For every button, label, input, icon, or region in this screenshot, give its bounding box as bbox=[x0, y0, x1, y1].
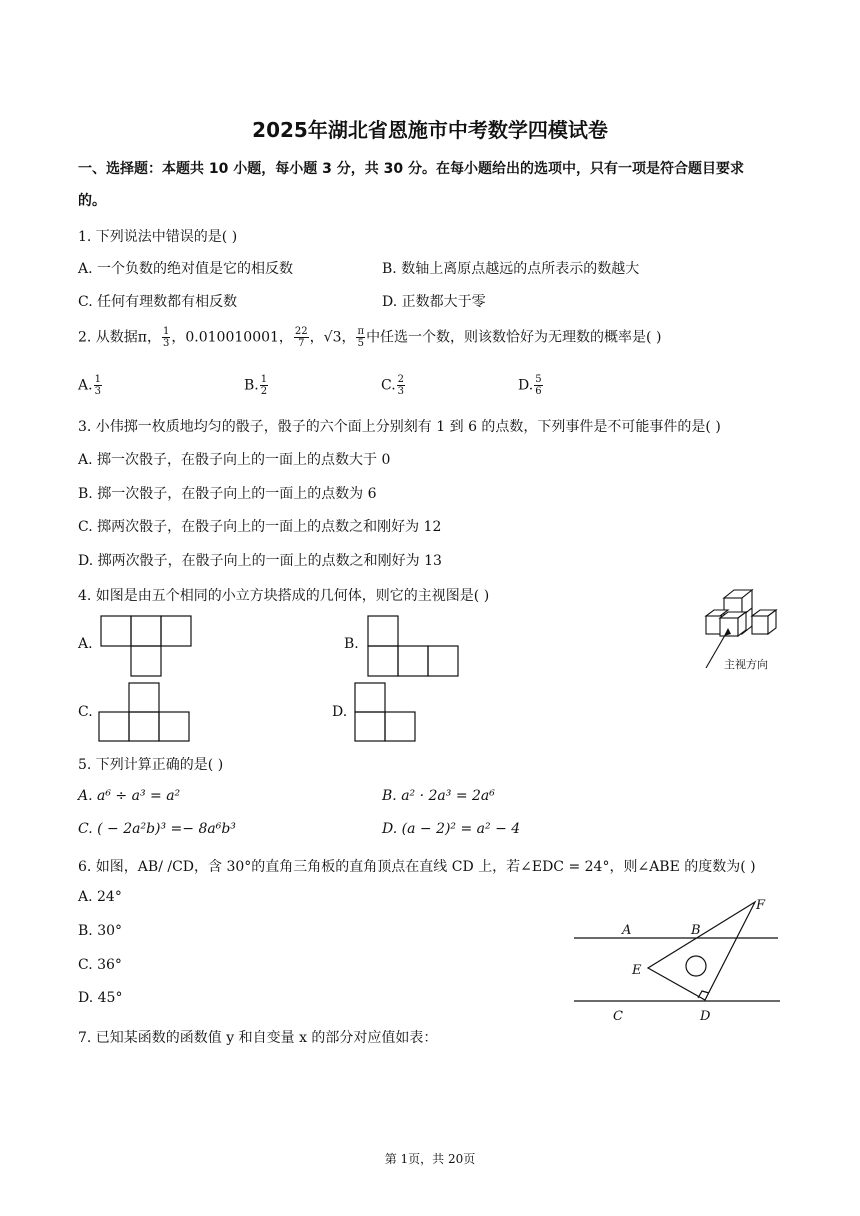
q2-fraction-1: $\frac{1}{3}$ bbox=[163, 326, 170, 349]
q4-option-b-figure bbox=[367, 615, 459, 677]
q6-stem: 6. 如图，AB/ /CD，含 30°的直角三角板的直角顶点在直线 CD 上，若∠EDC = 24°，则∠ABE 的度数为( ) bbox=[78, 859, 756, 875]
page-title: 2025年湖北省恩施市中考数学四模试卷 bbox=[252, 118, 608, 142]
q3-option-a: A. 掷一次骰子，在骰子向上的一面上的点数大于 0 bbox=[78, 452, 391, 468]
q6-option-a: A. 24° bbox=[78, 889, 122, 905]
q6-label-b: B bbox=[691, 923, 701, 938]
q5-option-c: C. ( − 2a²b)³ =− 8a⁶b³ bbox=[78, 821, 236, 837]
q4-stem: 4. 如图是由五个相同的小立方块搭成的几何体，则它的主视图是( ) bbox=[78, 588, 490, 604]
q2-option-d: D. $\frac{5}{6}$ bbox=[518, 374, 542, 397]
q3-stem: 3. 小伟掷一枚质地均匀的骰子，骰子的六个面上分别刻有 1 到 6 的点数，下列事件是不可能事件的是( ) bbox=[78, 419, 721, 435]
q4-option-c-figure bbox=[98, 682, 190, 742]
q3-option-c: C. 掷两次骰子，在骰子向上的一面上的点数之和刚好为 12 bbox=[78, 519, 442, 535]
q2-fraction-3: $\frac{\pi}{5}$ bbox=[357, 326, 365, 349]
q4-option-c-label: C. bbox=[78, 704, 93, 720]
q6-option-d: D. 45° bbox=[78, 990, 123, 1006]
q4-option-d-figure bbox=[354, 682, 416, 742]
q1-stem: 1. 下列说法中错误的是( ) bbox=[78, 229, 238, 245]
q2-text-mid1: ，0.010010001， bbox=[171, 329, 293, 346]
q2-text-suffix: 中任选一个数，则该数恰好为无理数的概率是( ) bbox=[366, 329, 662, 346]
q4-figure-caption: 主视方向 bbox=[724, 658, 768, 671]
q6-option-c: C. 36° bbox=[78, 957, 122, 973]
q2-text-mid2: ，√3， bbox=[309, 329, 356, 346]
q5-option-d: D. (a − 2)² = a² − 4 bbox=[382, 821, 521, 837]
q2-text-prefix: 2. 从数据π， bbox=[78, 329, 162, 346]
q4-option-a-label: A. bbox=[78, 636, 93, 652]
q5-stem: 5. 下列计算正确的是( ) bbox=[78, 757, 224, 773]
q2-fraction-2: $\frac{22}{7}$ bbox=[294, 326, 308, 349]
q1-option-a: A. 一个负数的绝对值是它的相反数 bbox=[78, 261, 294, 277]
q1-option-b: B. 数轴上离原点越远的点所表示的数越大 bbox=[382, 261, 640, 277]
q4-option-a-figure bbox=[100, 615, 192, 677]
q6-label-c: C bbox=[613, 1009, 623, 1024]
q6-label-e: E bbox=[632, 963, 642, 978]
page-footer: 第 1页，共 20页 bbox=[384, 1152, 476, 1166]
q6-label-f: F bbox=[756, 898, 766, 913]
q6-geometry-figure bbox=[570, 896, 785, 1026]
q1-option-d: D. 正数都大于零 bbox=[382, 294, 486, 310]
q6-option-b: B. 30° bbox=[78, 923, 123, 939]
q2-option-c: C. $\frac{2}{3}$ bbox=[381, 374, 405, 397]
q1-option-c: C. 任何有理数都有相反数 bbox=[78, 294, 238, 310]
q5-option-a: A. a⁶ ÷ a³ = a² bbox=[78, 788, 181, 804]
q5-option-b: B. a² · 2a³ = 2a⁶ bbox=[382, 788, 495, 804]
q2-option-b: B. $\frac{1}{2}$ bbox=[244, 374, 268, 397]
q3-option-d: D. 掷两次骰子，在骰子向上的一面上的点数之和刚好为 13 bbox=[78, 553, 442, 569]
q2-option-a: A. $\frac{1}{3}$ bbox=[78, 374, 101, 397]
q4-option-b-label: B. bbox=[344, 636, 359, 652]
section-heading-cont: 的。 bbox=[78, 193, 106, 209]
q6-label-a: A bbox=[622, 923, 632, 938]
q4-option-d-label: D. bbox=[332, 704, 348, 720]
q7-stem: 7. 已知某函数的函数值 y 和自变量 x 的部分对应值如表： bbox=[78, 1030, 438, 1046]
section-heading: 一、选择题：本题共 10 小题，每小题 3 分，共 30 分。在每小题给出的选项中，只有一项是符合题目要求 bbox=[78, 161, 744, 177]
q6-label-d: D bbox=[700, 1009, 711, 1024]
q2-stem bbox=[78, 326, 661, 349]
q3-option-b: B. 掷一次骰子，在骰子向上的一面上的点数为 6 bbox=[78, 486, 377, 502]
